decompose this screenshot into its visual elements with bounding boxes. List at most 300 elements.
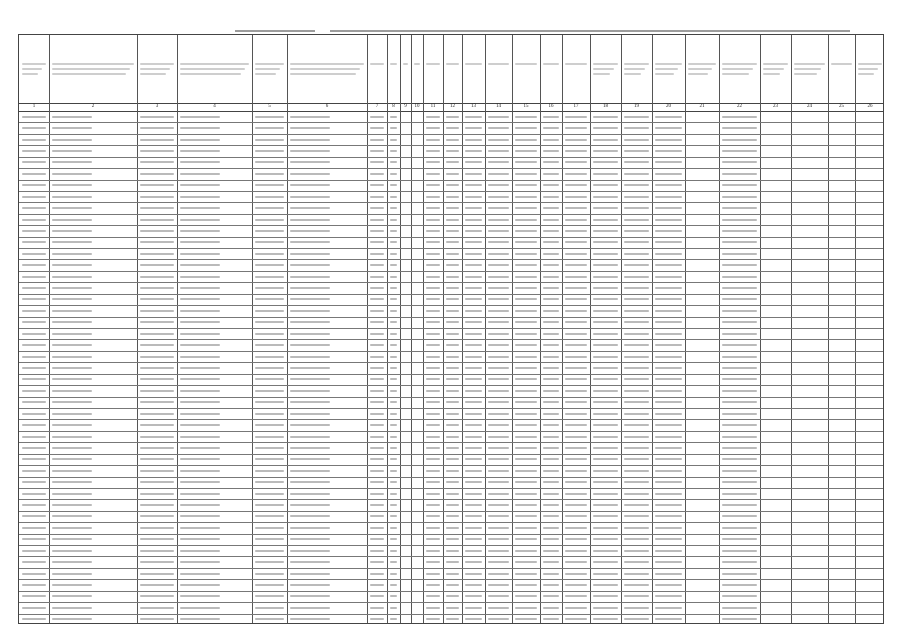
cell-text-illegible <box>390 276 397 278</box>
cell-text-illegible <box>565 607 587 609</box>
header-label-illegible <box>488 63 509 65</box>
cell-text-illegible <box>255 276 284 278</box>
cell-text-illegible <box>426 287 440 289</box>
cell-text-illegible <box>370 618 384 620</box>
cell-text-illegible <box>722 595 757 597</box>
row-divider <box>19 294 883 295</box>
cell-text-illegible <box>180 607 220 609</box>
column-divider <box>540 35 541 103</box>
cell-text-illegible <box>255 561 284 563</box>
cell-text-illegible <box>22 139 46 141</box>
cell-text-illegible <box>488 470 509 472</box>
cell-text-illegible <box>290 607 330 609</box>
cell-text-illegible <box>446 367 459 369</box>
cell-text-illegible <box>722 504 757 506</box>
cell-text-illegible <box>140 481 174 483</box>
cell-text-illegible <box>426 595 440 597</box>
column-divider <box>562 111 563 623</box>
cell-text-illegible <box>446 595 459 597</box>
cell-text-illegible <box>593 436 618 438</box>
cell-text-illegible <box>543 607 559 609</box>
cell-text-illegible <box>515 253 537 255</box>
cell-text-illegible <box>390 127 397 129</box>
cell-text-illegible <box>488 207 509 209</box>
cell-text-illegible <box>446 436 459 438</box>
cell-text-illegible <box>488 401 509 403</box>
cell-text-illegible <box>515 298 537 300</box>
cell-text-illegible <box>370 321 384 323</box>
cell-text-illegible <box>593 241 618 243</box>
cell-text-illegible <box>180 253 220 255</box>
cell-text-illegible <box>390 321 397 323</box>
cell-text-illegible <box>370 436 384 438</box>
cell-text-illegible <box>255 116 284 118</box>
cell-text-illegible <box>370 356 384 358</box>
row-divider <box>19 225 883 226</box>
cell-text-illegible <box>290 584 330 586</box>
cell-text-illegible <box>290 401 330 403</box>
column-number: 18 <box>603 104 608 109</box>
cell-text-illegible <box>624 424 649 426</box>
cell-text-illegible <box>465 127 482 129</box>
cell-text-illegible <box>593 310 618 312</box>
header-label-illegible <box>22 68 42 70</box>
cell-text-illegible <box>180 527 220 529</box>
cell-text-illegible <box>624 184 649 186</box>
cell-text-illegible <box>565 150 587 152</box>
cell-text-illegible <box>22 161 46 163</box>
cell-text-illegible <box>624 150 649 152</box>
cell-text-illegible <box>140 550 174 552</box>
cell-text-illegible <box>543 127 559 129</box>
cell-text-illegible <box>370 504 384 506</box>
cell-text-illegible <box>22 538 46 540</box>
cell-text-illegible <box>565 504 587 506</box>
cell-text-illegible <box>593 207 618 209</box>
cell-text-illegible <box>655 356 682 358</box>
cell-text-illegible <box>446 207 459 209</box>
cell-text-illegible <box>290 481 330 483</box>
cell-text-illegible <box>543 219 559 221</box>
header-label-illegible <box>688 63 716 65</box>
cell-text-illegible <box>426 344 440 346</box>
cell-text-illegible <box>543 321 559 323</box>
cell-text-illegible <box>722 241 757 243</box>
cell-text-illegible <box>290 367 330 369</box>
cell-text-illegible <box>515 413 537 415</box>
header-label-illegible <box>722 73 749 75</box>
cell-text-illegible <box>722 310 757 312</box>
cell-text-illegible <box>22 390 46 392</box>
cell-text-illegible <box>488 436 509 438</box>
cell-text-illegible <box>52 116 92 118</box>
column-divider <box>177 35 178 103</box>
cell-text-illegible <box>593 561 618 563</box>
cell-text-illegible <box>515 447 537 449</box>
cell-text-illegible <box>140 367 174 369</box>
cell-text-illegible <box>465 504 482 506</box>
cell-text-illegible <box>655 276 682 278</box>
cell-text-illegible <box>446 196 459 198</box>
cell-text-illegible <box>426 139 440 141</box>
cell-text-illegible <box>565 219 587 221</box>
cell-text-illegible <box>22 527 46 529</box>
cell-text-illegible <box>370 538 384 540</box>
cell-text-illegible <box>52 333 92 335</box>
cell-text-illegible <box>488 618 509 620</box>
cell-text-illegible <box>426 470 440 472</box>
row-divider <box>19 488 883 489</box>
cell-text-illegible <box>655 310 682 312</box>
cell-text-illegible <box>593 584 618 586</box>
cell-text-illegible <box>22 436 46 438</box>
cell-text-illegible <box>565 367 587 369</box>
cell-text-illegible <box>22 378 46 380</box>
header-label-illegible <box>255 68 280 70</box>
cell-text-illegible <box>390 481 397 483</box>
cell-text-illegible <box>722 378 757 380</box>
cell-text-illegible <box>52 413 92 415</box>
column-number: 5 <box>268 104 271 109</box>
cell-text-illegible <box>180 436 220 438</box>
cell-text-illegible <box>140 287 174 289</box>
cell-text-illegible <box>180 458 220 460</box>
cell-text-illegible <box>543 550 559 552</box>
row-divider <box>19 534 883 535</box>
cell-text-illegible <box>390 264 397 266</box>
cell-text-illegible <box>655 367 682 369</box>
cell-text-illegible <box>515 504 537 506</box>
cell-text-illegible <box>515 550 537 552</box>
cell-text-illegible <box>565 447 587 449</box>
cell-text-illegible <box>446 378 459 380</box>
cell-text-illegible <box>465 310 482 312</box>
cell-text-illegible <box>655 481 682 483</box>
cell-text-illegible <box>426 173 440 175</box>
cell-text-illegible <box>655 527 682 529</box>
cell-text-illegible <box>465 470 482 472</box>
cell-text-illegible <box>565 458 587 460</box>
cell-text-illegible <box>543 241 559 243</box>
cell-text-illegible <box>140 458 174 460</box>
cell-text-illegible <box>488 493 509 495</box>
cell-text-illegible <box>488 458 509 460</box>
cell-text-illegible <box>488 333 509 335</box>
cell-text-illegible <box>624 618 649 620</box>
cell-text-illegible <box>370 219 384 221</box>
cell-text-illegible <box>22 264 46 266</box>
cell-text-illegible <box>624 173 649 175</box>
header-label-illegible <box>624 68 645 70</box>
cell-text-illegible <box>515 344 537 346</box>
cell-text-illegible <box>722 196 757 198</box>
cell-text-illegible <box>465 241 482 243</box>
cell-text-illegible <box>543 150 559 152</box>
header-label-illegible <box>831 63 852 65</box>
cell-text-illegible <box>515 573 537 575</box>
cell-text-illegible <box>593 298 618 300</box>
cell-text-illegible <box>52 504 92 506</box>
column-divider <box>423 111 424 623</box>
cell-text-illegible <box>593 287 618 289</box>
cell-text-illegible <box>722 344 757 346</box>
cell-text-illegible <box>722 493 757 495</box>
cell-text-illegible <box>426 424 440 426</box>
cell-text-illegible <box>655 515 682 517</box>
cell-text-illegible <box>290 116 330 118</box>
cell-text-illegible <box>180 550 220 552</box>
header-label-illegible <box>180 63 249 65</box>
cell-text-illegible <box>22 607 46 609</box>
cell-text-illegible <box>140 436 174 438</box>
cell-text-illegible <box>370 390 384 392</box>
cell-text-illegible <box>722 447 757 449</box>
cell-text-illegible <box>22 287 46 289</box>
header-label-illegible <box>858 63 882 65</box>
cell-text-illegible <box>593 356 618 358</box>
cell-text-illegible <box>722 573 757 575</box>
cell-text-illegible <box>593 184 618 186</box>
cell-text-illegible <box>465 481 482 483</box>
cell-text-illegible <box>180 390 220 392</box>
table-body <box>19 111 883 623</box>
cell-text-illegible <box>593 139 618 141</box>
cell-text-illegible <box>390 618 397 620</box>
cell-text-illegible <box>565 424 587 426</box>
cell-text-illegible <box>255 493 284 495</box>
cell-text-illegible <box>180 230 220 232</box>
cell-text-illegible <box>593 481 618 483</box>
cell-text-illegible <box>515 481 537 483</box>
cell-text-illegible <box>624 550 649 552</box>
cell-text-illegible <box>370 607 384 609</box>
cell-text-illegible <box>593 515 618 517</box>
cell-text-illegible <box>426 515 440 517</box>
cell-text-illegible <box>655 550 682 552</box>
cell-text-illegible <box>543 310 559 312</box>
cell-text-illegible <box>426 241 440 243</box>
header-label-illegible <box>763 63 788 65</box>
header-label-illegible <box>140 73 166 75</box>
column-divider <box>443 35 444 103</box>
cell-text-illegible <box>22 504 46 506</box>
column-number: 15 <box>523 104 529 109</box>
cell-text-illegible <box>390 573 397 575</box>
cell-text-illegible <box>290 493 330 495</box>
cell-text-illegible <box>52 184 92 186</box>
cell-text-illegible <box>22 333 46 335</box>
header-label-illegible <box>52 63 134 65</box>
cell-text-illegible <box>52 139 92 141</box>
cell-text-illegible <box>22 618 46 620</box>
cell-text-illegible <box>255 527 284 529</box>
cell-text-illegible <box>52 561 92 563</box>
column-divider <box>791 35 792 103</box>
cell-text-illegible <box>565 413 587 415</box>
cell-text-illegible <box>426 161 440 163</box>
cell-text-illegible <box>488 447 509 449</box>
cell-text-illegible <box>446 561 459 563</box>
cell-text-illegible <box>565 493 587 495</box>
cell-text-illegible <box>52 356 92 358</box>
cell-text-illegible <box>593 401 618 403</box>
cell-text-illegible <box>624 538 649 540</box>
cell-text-illegible <box>446 253 459 255</box>
column-divider <box>423 35 424 103</box>
cell-text-illegible <box>722 550 757 552</box>
cell-text-illegible <box>426 550 440 552</box>
cell-text-illegible <box>624 413 649 415</box>
cell-text-illegible <box>488 276 509 278</box>
cell-text-illegible <box>22 173 46 175</box>
cell-text-illegible <box>52 618 92 620</box>
column-number: 23 <box>773 104 778 109</box>
cell-text-illegible <box>446 424 459 426</box>
cell-text-illegible <box>465 196 482 198</box>
cell-text-illegible <box>722 139 757 141</box>
column-divider <box>411 111 412 623</box>
cell-text-illegible <box>593 595 618 597</box>
cell-text-illegible <box>140 127 174 129</box>
column-divider <box>828 111 829 623</box>
cell-text-illegible <box>426 378 440 380</box>
cell-text-illegible <box>255 390 284 392</box>
cell-text-illegible <box>488 310 509 312</box>
cell-text-illegible <box>488 573 509 575</box>
cell-text-illegible <box>426 413 440 415</box>
cell-text-illegible <box>370 196 384 198</box>
column-divider <box>791 111 792 623</box>
cell-text-illegible <box>624 527 649 529</box>
cell-text-illegible <box>543 390 559 392</box>
cell-text-illegible <box>290 378 330 380</box>
cell-text-illegible <box>593 367 618 369</box>
column-divider <box>252 111 253 623</box>
cell-text-illegible <box>370 173 384 175</box>
cell-text-illegible <box>624 310 649 312</box>
cell-text-illegible <box>140 219 174 221</box>
cell-text-illegible <box>290 207 330 209</box>
cell-text-illegible <box>255 356 284 358</box>
cell-text-illegible <box>593 538 618 540</box>
cell-text-illegible <box>543 139 559 141</box>
cell-text-illegible <box>390 378 397 380</box>
cell-text-illegible <box>593 333 618 335</box>
column-divider <box>855 111 856 623</box>
cell-text-illegible <box>180 184 220 186</box>
cell-text-illegible <box>465 561 482 563</box>
cell-text-illegible <box>22 276 46 278</box>
cell-text-illegible <box>255 584 284 586</box>
cell-text-illegible <box>655 230 682 232</box>
cell-text-illegible <box>565 173 587 175</box>
cell-text-illegible <box>22 253 46 255</box>
cell-text-illegible <box>180 207 220 209</box>
cell-text-illegible <box>255 161 284 163</box>
cell-text-illegible <box>515 424 537 426</box>
cell-text-illegible <box>426 333 440 335</box>
cell-text-illegible <box>446 607 459 609</box>
cell-text-illegible <box>140 116 174 118</box>
cell-text-illegible <box>446 116 459 118</box>
cell-text-illegible <box>390 493 397 495</box>
column-divider <box>719 35 720 103</box>
cell-text-illegible <box>465 321 482 323</box>
row-divider <box>19 602 883 603</box>
cell-text-illegible <box>180 481 220 483</box>
cell-text-illegible <box>52 264 92 266</box>
cell-text-illegible <box>255 413 284 415</box>
cell-text-illegible <box>515 401 537 403</box>
cell-text-illegible <box>722 230 757 232</box>
cell-text-illegible <box>543 367 559 369</box>
header-label-illegible <box>370 63 384 65</box>
cell-text-illegible <box>426 264 440 266</box>
row-divider <box>19 328 883 329</box>
row-divider <box>19 248 883 249</box>
cell-text-illegible <box>390 538 397 540</box>
cell-text-illegible <box>722 356 757 358</box>
cell-text-illegible <box>543 264 559 266</box>
cell-text-illegible <box>290 470 330 472</box>
cell-text-illegible <box>390 515 397 517</box>
header-label-illegible <box>543 63 559 65</box>
cell-text-illegible <box>255 401 284 403</box>
cell-text-illegible <box>426 527 440 529</box>
cell-text-illegible <box>446 573 459 575</box>
cell-text-illegible <box>290 173 330 175</box>
cell-text-illegible <box>180 413 220 415</box>
column-number: 1 <box>32 104 36 109</box>
cell-text-illegible <box>565 287 587 289</box>
page-header-note-left <box>235 30 315 32</box>
cell-text-illegible <box>290 436 330 438</box>
cell-text-illegible <box>593 447 618 449</box>
cell-text-illegible <box>290 573 330 575</box>
column-divider <box>621 111 622 623</box>
cell-text-illegible <box>543 207 559 209</box>
cell-text-illegible <box>255 139 284 141</box>
cell-text-illegible <box>390 401 397 403</box>
cell-text-illegible <box>624 321 649 323</box>
cell-text-illegible <box>543 161 559 163</box>
cell-text-illegible <box>22 515 46 517</box>
cell-text-illegible <box>290 550 330 552</box>
cell-text-illegible <box>624 390 649 392</box>
cell-text-illegible <box>543 378 559 380</box>
cell-text-illegible <box>655 173 682 175</box>
cell-text-illegible <box>390 184 397 186</box>
cell-text-illegible <box>624 116 649 118</box>
cell-text-illegible <box>655 321 682 323</box>
cell-text-illegible <box>465 161 482 163</box>
cell-text-illegible <box>655 116 682 118</box>
cell-text-illegible <box>515 310 537 312</box>
cell-text-illegible <box>446 184 459 186</box>
cell-text-illegible <box>290 413 330 415</box>
header-label-illegible <box>180 68 245 70</box>
column-divider <box>49 35 50 103</box>
cell-text-illegible <box>370 207 384 209</box>
cell-text-illegible <box>488 321 509 323</box>
cell-text-illegible <box>722 436 757 438</box>
cell-text-illegible <box>515 116 537 118</box>
row-divider <box>19 556 883 557</box>
table-header <box>19 35 883 104</box>
cell-text-illegible <box>465 538 482 540</box>
cell-text-illegible <box>52 253 92 255</box>
cell-text-illegible <box>593 219 618 221</box>
